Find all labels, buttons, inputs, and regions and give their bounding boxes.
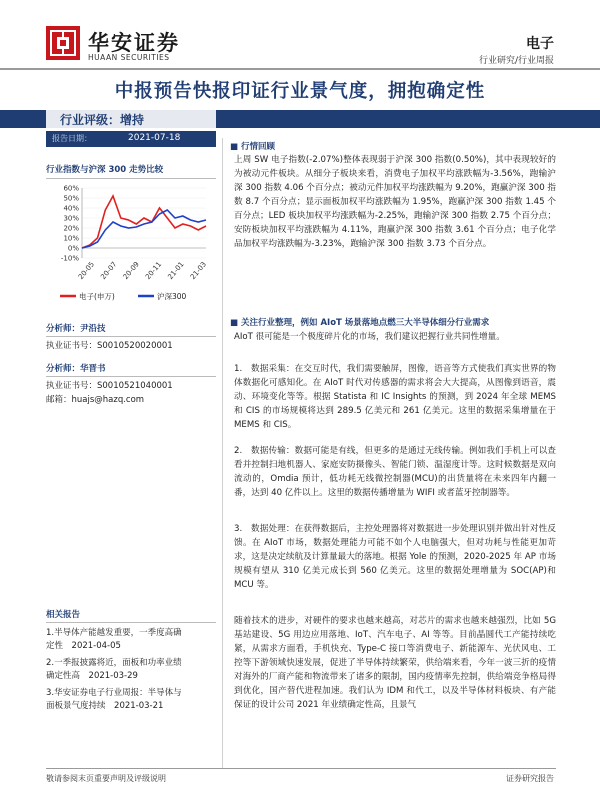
related-item[interactable]: 3.华安证券电子行业周报：半导体与 面板景气度持续 2021-03-21: [46, 688, 182, 711]
x-tick-label: 20-11: [144, 260, 164, 282]
x-tick-label: 21-01: [166, 260, 186, 282]
point-data-processing: 3. 数据处理：在获得数据后，主控处理器将对数据进一步处理识别并做出针对性反馈。在 AIoT 市场，数据处理能力可能不如个人电脑强大，但对功耗与性能更加苛求，这是决定续航及计算量最大的落地。根据 Yole 的预测，2020-2025 年 AP 市场规模有望从 310 亿美元成长到 560 亿美元。这里的数据处理增量为 SOC(AP)和 MCU 等。: [234, 524, 556, 590]
y-tick-label: 10%: [63, 234, 79, 243]
report-title: 中报预告快报印证行业景气度，拥抱确定性: [114, 81, 486, 102]
date-value: 2021-07-18: [128, 133, 181, 143]
analyst1-rule: [46, 336, 216, 337]
y-tick-label: 40%: [63, 204, 79, 213]
related-item[interactable]: 2.一季报披露将近，面板和功率业绩 确定性高 2021-03-29: [46, 658, 182, 681]
doc-type: 行业研究/行业周报: [478, 56, 554, 66]
footer-divider: [46, 768, 556, 769]
x-tick-label: 20-07: [99, 260, 119, 282]
section2-heading: ■ 关注行业整理，例如 AIoT 场景落地点燃三大半导体细分行业需求: [230, 318, 490, 328]
logo-mark: [46, 26, 80, 60]
section2-intro: AIoT 很可能是一个极度碎片化的市场，我们建议把握行业共同性增量。: [234, 332, 505, 342]
bullet-icon: ■: [230, 142, 241, 152]
chart-title-rule: [46, 178, 216, 179]
legend-label: 沪深300: [157, 292, 187, 301]
related-item[interactable]: 1.半导体产能越发重要，一季度高确 定性 2021-04-05: [46, 628, 182, 651]
industry-rating: 行业评级：增持: [60, 113, 145, 127]
y-tick-label: 50%: [63, 194, 79, 203]
y-tick-label: -10%: [60, 254, 79, 263]
y-tick-label: 30%: [63, 214, 79, 223]
legend-label: 电子(申万): [79, 292, 115, 301]
series-line: [82, 196, 206, 248]
footer-label: 证券研究报告: [506, 774, 554, 783]
related-title: 相关报告: [46, 610, 81, 620]
chart-title: 行业指数与沪深 300 走势比较: [46, 165, 164, 175]
point-data-transmission: 2. 数据传输：数据可能是有线，但更多的是通过无线传输。例如我们手机上可以查看并控制扫地机器人、家庭安防摄像头、智能门锁、温湿度计等。这时候数据是双向流动的，Omdia 预计，低功耗无线微控制器(MCU)的出货量将在未来四年内翻一番，达到 40 亿件以上。这里的数据传播增量为 WIFI 或者蓝牙控制器等。: [234, 446, 556, 498]
bullet-icon: ■: [230, 318, 241, 328]
y-tick-label: 20%: [63, 224, 79, 233]
analyst2-name: 分析师：华晋书: [46, 364, 106, 374]
logo-text: 华安证券: [88, 30, 180, 55]
sector-label: 电子: [526, 36, 554, 52]
analyst1-cert: 执业证书号：S0010520020001: [46, 341, 173, 351]
date-label: 报告日期：: [52, 134, 92, 143]
header-divider: [0, 68, 600, 70]
analyst1-name: 分析师：尹沿技: [46, 324, 106, 334]
analyst2-email[interactable]: 邮箱：huajs@hazq.com: [46, 395, 145, 405]
analyst2-rule: [46, 376, 216, 377]
logo-seal-icon: [46, 26, 80, 60]
footer-disclaimer: 敬请参阅末页重要声明及评级说明: [46, 774, 166, 783]
logo-english: HUAAN SECURITIES: [88, 53, 170, 62]
index-chart: [46, 182, 216, 312]
section1-heading: ■ 行情回顾: [230, 142, 276, 152]
x-tick-label: 20-05: [76, 260, 97, 282]
y-tick-label: 60%: [63, 184, 79, 193]
closing-paragraph: 随着技术的进步，对硬件的要求也越来越高，对芯片的需求也越来越强烈，比如 5G 基站建设、5G 用边应用落地、IoT、汽车电子、AI 等等。目前晶圆代工产能持续吃紧，从需求方面看，手机快充、Type-C 接口等消费电子、新能源车、光伏风电、工控等下游领域快速发展，促进了半导体持续繁荣，供给端来看，今年一波三折的疫情对海外的厂商产能和物流带来了诸多的限制，国内疫情率先控制，供给端竞争格局得到优化，国产替代进程加速。我们认为 IDM 和代工，以及半导体材料板块、有产能保证的设计公司 2021 年业绩确定性高，且景气: [234, 616, 556, 710]
column-divider: [222, 138, 223, 768]
x-tick-label: 20-09: [121, 260, 141, 282]
related-rule: [46, 622, 216, 623]
y-tick-label: 0%: [67, 244, 79, 253]
analyst2-cert: 执业证书号：S0010521040001: [46, 381, 173, 391]
point-data-collection: 1. 数据采集：在交互时代，我们需要触屏，图像，语音等方式使我们真实世界的物体数据化可感知化。在 AIoT 时代对传感器的需求将会大大提高，从图像到语音，震动、环境变化等等。根据 Statista 和 IC Insights 的预测，到 2024 年全球 MEMS 和 CIS 的市场规模将达到 289.5 亿美元和 261 亿美元。这里的数据采集增量在于 MEMS 和 CIS。: [234, 364, 556, 430]
x-tick-label: 21-03: [188, 260, 209, 282]
section1-paragraph: 上周 SW 电子指数(-2.07%)整体表现弱于沪深 300 指数(0.50%)，其中表现较好的为被动元件板块。从细分子板块来看，消费电子加权平均涨跌幅为-3.56%，跑输沪深 300 指数 4.06 个百分点；被动元件加权平均涨跌幅为 9.20%，跑赢沪深 300 指数 8.7 个百分点；显示面板加权平均涨跌幅为 1.95%，跑赢沪深 300 指数 1.45 个百分点；LED 板块加权平均涨跌幅为-2.25%，跑输沪深 300 指数 2.75 个百分点；安防板块加权平均涨跌幅为 4.11%，跑赢沪深 300 指数 3.61 个百分点；电子化学品加权平均涨跌幅为-3.23%，跑输沪深 300 指数 3.73 个百分点。: [234, 155, 556, 249]
